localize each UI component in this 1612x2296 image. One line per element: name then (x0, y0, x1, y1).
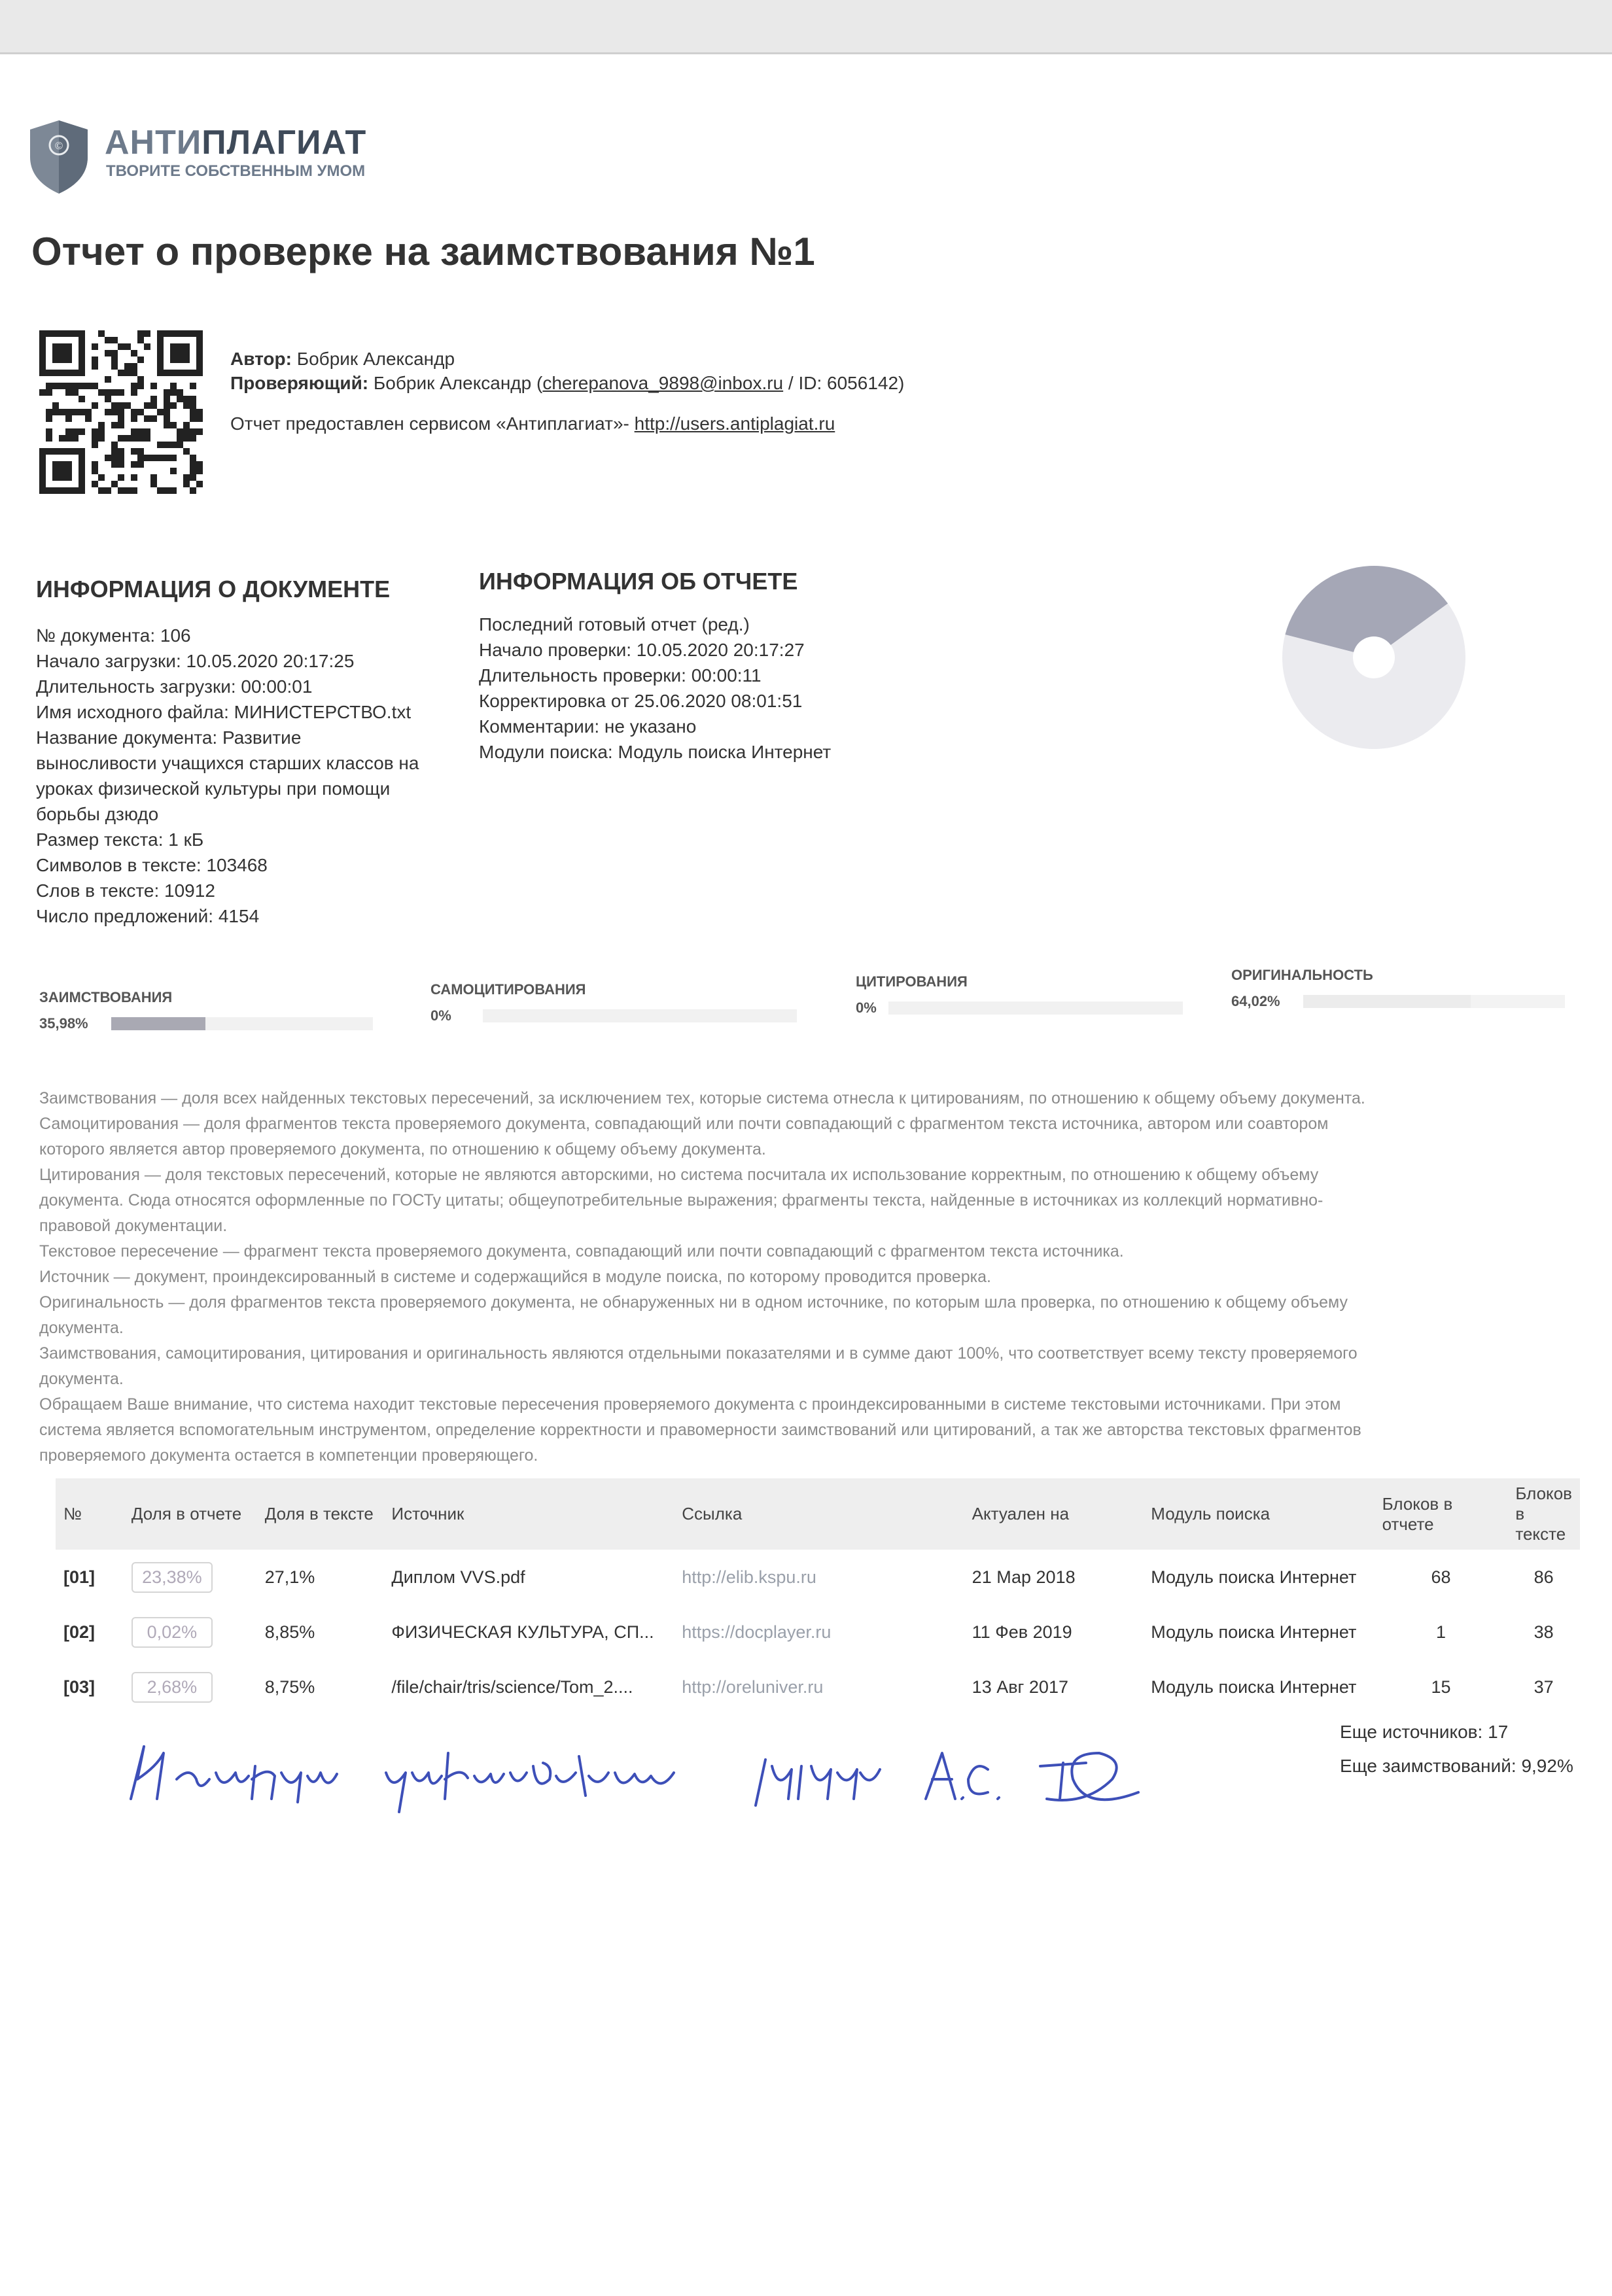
originality-donut-chart (1279, 563, 1469, 752)
blocks-in-text: 38 (1533, 1622, 1554, 1642)
col-header-share-report: Доля в отчете (124, 1478, 257, 1550)
info-line: Размер текста: 1 кБ (36, 829, 204, 850)
info-line: Слов в тексте: 10912 (36, 880, 215, 901)
service-line: Отчет предоставлен сервисом «Антиплагиат»- http://users.antiplagiat.ru (230, 413, 835, 434)
metric-borrowings (39, 989, 379, 1032)
source-link[interactable]: http://elib.kspu.ru (682, 1567, 816, 1587)
definition-line: Оригинальность — доля фрагментов текста проверяемого документа, не обнаруженных ни в одном источнике, по которым шла проверка, по отношению к общему объему (39, 1293, 1348, 1312)
info-line: Длительность проверки: 00:00:11 (479, 665, 762, 686)
blocks-in-report: 15 (1431, 1677, 1451, 1697)
table-row (56, 1660, 1580, 1714)
author-name: Бобрик Александр (296, 349, 455, 369)
report-info-heading: ИНФОРМАЦИЯ ОБ ОТЧЕТЕ (479, 568, 798, 595)
metric-label: САМОЦИТИРОВАНИЯ (430, 981, 586, 998)
definition-line: Текстовое пересечение — фрагмент текста проверяемого документа, совпадающий или почти совпадающий с фрагментом текста источника. (39, 1242, 1124, 1261)
col-header-link: Ссылка (674, 1478, 964, 1550)
share-report-pill[interactable]: 2,68% (131, 1672, 213, 1703)
svg-text:©: © (55, 141, 63, 152)
info-line: Число предложений: 4154 (36, 906, 260, 926)
report-title: Отчет о проверке на заимствования №1 (31, 230, 815, 273)
metric-citations (856, 973, 1196, 1017)
definition-line: Самоцитирования — доля фрагментов текста проверяемого документа, совпадающий или почти совпадающий с фрагментом текста источника, автором или соавтором (39, 1115, 1329, 1133)
search-module: Модуль поиска Интернет (1151, 1567, 1357, 1587)
col-header-module: Модуль поиска (1143, 1478, 1374, 1550)
definition-line: документа. (39, 1319, 124, 1337)
share-text: 27,1% (264, 1567, 315, 1587)
share-text: 8,75% (264, 1677, 315, 1697)
more-sources: Еще источников: 17 (1340, 1722, 1509, 1742)
sources-table (56, 1478, 1580, 1714)
table-row (56, 1550, 1580, 1605)
info-line: Корректировка от 25.06.2020 08:01:51 (479, 691, 803, 711)
definition-line: правовой документации. (39, 1217, 228, 1235)
metric-value: 0% (856, 1000, 877, 1016)
info-line: борьбы дзюдо (36, 804, 159, 824)
definition-line: Заимствования, самоцитирования, цитирования и оригинальность являются отдельными показателями и в сумме дают 100%, что соответствует всему тексту проверяемого (39, 1344, 1358, 1363)
col-header-blocks-report: Блоков в отчете (1375, 1478, 1508, 1550)
info-line: Модули поиска: Модуль поиска Интернет (479, 742, 832, 762)
share-text: 8,85% (264, 1622, 315, 1642)
info-line: Символов в тексте: 103468 (36, 855, 268, 875)
metric-label: ЗАИМСТВОВАНИЯ (39, 989, 173, 1005)
definition-line: система является вспомогательным инструментом, определение корректности и правомерности заимствований или цитирований, а так же авторства текстовых фрагментов (39, 1421, 1361, 1439)
definition-line: которого является автор проверяемого документа, по отношению к общему объему документа. (39, 1140, 766, 1158)
definition-line: Заимствования — доля всех найденных текстовых пересечений, за исключением тех, которые система отнесла к цитированиям, по отношению к общему объему документа. (39, 1089, 1365, 1107)
report-info-list (479, 612, 831, 765)
info-line: № документа: 106 (36, 625, 191, 646)
row-num: [02] (63, 1622, 96, 1642)
metric-label: ОРИГИНАЛЬНОСТЬ (1231, 967, 1373, 983)
definitions-block (39, 1086, 1564, 1469)
metric-bar (1303, 995, 1565, 1008)
info-line: Комментарии: не указано (479, 716, 697, 737)
definition-line: документа. (39, 1370, 124, 1388)
row-num: [01] (63, 1567, 96, 1587)
metric-bar (483, 1009, 797, 1022)
blocks-in-report: 1 (1435, 1622, 1446, 1642)
definition-line: Источник — документ, проиндексированный в системе и содержащийся в модуле поиска, по которому проводится проверка. (39, 1268, 991, 1286)
source-name[interactable]: /file/chair/tris/science/Tom_2.... (391, 1677, 633, 1697)
definition-line: документа. Сюда относятся оформленные по ГОСТу цитаты; общеупотребительные выражения; фрагменты текста, найденные в источниках из коллекций нормативно- (39, 1191, 1323, 1209)
metric-value: 64,02% (1231, 993, 1280, 1009)
metric-originality (1231, 967, 1571, 1010)
source-date: 13 Авг 2017 (972, 1677, 1068, 1697)
metric-label: ЦИТИРОВАНИЯ (856, 973, 968, 990)
table-row (56, 1605, 1580, 1660)
search-module: Модуль поиска Интернет (1151, 1677, 1357, 1697)
col-header-blocks-text: Блоков в тексте (1507, 1478, 1580, 1550)
blocks-in-text: 37 (1533, 1677, 1554, 1697)
document-info-heading: ИНФОРМАЦИЯ О ДОКУМЕНТЕ (36, 576, 391, 602)
info-line: Начало проверки: 10.05.2020 20:17:27 (479, 640, 805, 660)
document-info-list (36, 623, 419, 929)
source-date: 11 Фев 2019 (972, 1622, 1072, 1642)
definition-line: проверяемого документа остается в компетенции проверяющего. (39, 1446, 538, 1465)
metric-value: 0% (430, 1007, 451, 1024)
scan-edge (0, 0, 1612, 54)
service-url-link[interactable]: http://users.antiplagiat.ru (634, 413, 835, 434)
metric-bar (888, 1001, 1183, 1015)
checker-email-link[interactable]: cherepanova_9898@inbox.ru (542, 373, 784, 393)
source-link[interactable]: https://docplayer.ru (682, 1622, 832, 1642)
info-line: Название документа: Развитие (36, 727, 302, 748)
source-link[interactable]: http://oreluniver.ru (682, 1677, 824, 1697)
col-header-num: № (56, 1478, 124, 1550)
author-line: Автор: Бобрик Александр (230, 349, 455, 369)
col-header-source: Источник (383, 1478, 674, 1550)
antiplagiat-shield-icon (26, 118, 92, 196)
info-line: Начало загрузки: 10.05.2020 20:17:25 (36, 651, 355, 671)
logo-subtitle: ТВОРИТЕ СОБСТВЕННЫМ УМОМ (106, 162, 366, 180)
row-num: [03] (63, 1677, 96, 1697)
checker-line: Проверяющий: Бобрик Александр (cherepanova_9898@inbox.ru / ID: 6056142) (230, 373, 905, 393)
col-header-date: Актуален на (964, 1478, 1144, 1550)
source-date: 21 Мар 2018 (972, 1567, 1076, 1587)
metric-bar (111, 1017, 373, 1030)
search-module: Модуль поиска Интернет (1151, 1622, 1357, 1642)
info-line: Длительность загрузки: 00:00:01 (36, 676, 313, 697)
col-header-share-text: Доля в тексте (257, 1478, 384, 1550)
qr-code (39, 330, 203, 494)
info-line: уроках физической культуры при помощи (36, 778, 391, 799)
blocks-in-report: 68 (1431, 1567, 1451, 1587)
metric-value: 35,98% (39, 1015, 88, 1032)
info-line: выносливости учащихся старших классов на (36, 753, 419, 773)
handwritten-signature (118, 1727, 1165, 1825)
blocks-in-text: 86 (1533, 1567, 1554, 1587)
share-report-pill[interactable]: 23,38% (131, 1562, 213, 1593)
source-name[interactable]: Диплом VVS.pdf (391, 1567, 525, 1587)
definition-line: Цитирования — доля текстовых пересечений, которые не являются авторскими, но система посчитала их использование корректным, по отношению к общему объему (39, 1166, 1319, 1184)
info-line: Последний готовый отчет (ред.) (479, 614, 750, 635)
metric-self-citations (430, 981, 810, 1024)
table-header-row (56, 1478, 1580, 1550)
more-borrowings: Еще заимствований: 9,92% (1340, 1756, 1573, 1776)
definition-line: Обращаем Ваше внимание, что система находит текстовые пересечения проверяемого документа с проиндексированными в системе текстовыми источниками. При этом (39, 1395, 1341, 1414)
share-report-pill[interactable]: 0,02% (131, 1617, 213, 1648)
info-line: Имя исходного файла: МИНИСТЕРСТВО.txt (36, 702, 412, 722)
logo-title: АНТИПЛАГИАТ (105, 124, 367, 162)
source-name[interactable]: ФИЗИЧЕСКАЯ КУЛЬТУРА, СП... (391, 1622, 654, 1642)
